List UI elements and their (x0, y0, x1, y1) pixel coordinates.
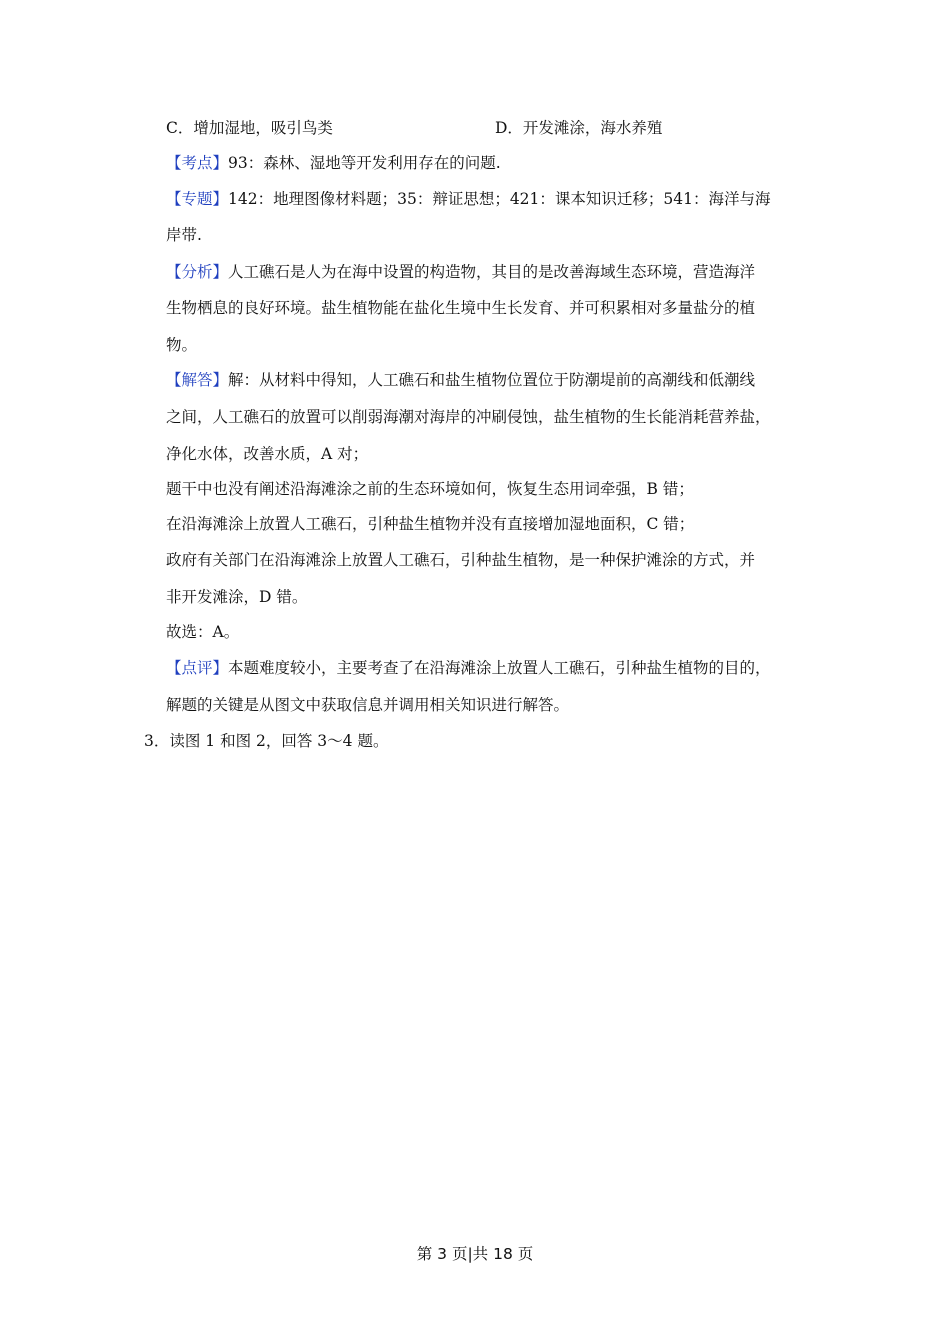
dianping-line-2: 解题的关键是从图文中获取信息并调用相关知识进行解答。 (166, 696, 570, 714)
dianping-tag: 【点评】 (166, 659, 229, 677)
zhuanti-line-2: 岸带. (166, 226, 202, 244)
jieda-line-4: 题干中也没有阐述沿海滩涂之前的生态环境如何，恢复生态用词牵强，B 错； (166, 480, 694, 498)
fenxi-tag: 【分析】 (166, 263, 229, 281)
kaodian-line (166, 153, 501, 173)
jieda-line-3: 净化水体，改善水质，A 对； (166, 445, 369, 463)
option-c: C．增加湿地，吸引鸟类 (166, 119, 333, 137)
option-d: D．开发滩涂，海水养殖 (495, 119, 663, 137)
zhuanti-text-1: 142：地理图像材料题；35：辩证思想；421：课本知识迁移；541：海洋与海 (228, 190, 771, 208)
zhuanti-line-1 (166, 189, 771, 209)
fenxi-line-2: 生物栖息的良好环境。盐生植物能在盐化生境中生长发育、并可积累相对多量盐分的植 (166, 299, 756, 317)
fenxi-line-1 (166, 262, 755, 282)
page-footer: 第 3 页|共 18 页 (416, 1245, 534, 1263)
dianping-text-1: 本题难度较小，主要考查了在沿海滩涂上放置人工礁石，引种盐生植物的目的， (228, 659, 771, 677)
fenxi-text-1: 人工礁石是人为在海中设置的构造物，其目的是改善海域生态环境，营造海洋 (228, 263, 756, 281)
fenxi-line-3: 物。 (166, 336, 198, 354)
jieda-line-2: 之间，人工礁石的放置可以削弱海潮对海岸的冲刷侵蚀，盐生植物的生长能消耗营养盐， (166, 408, 771, 426)
jieda-line-1 (166, 370, 755, 390)
dianping-line-1 (166, 658, 771, 678)
jieda-line-6: 政府有关部门在沿海滩涂上放置人工礁石，引种盐生植物，是一种保护滩涂的方式，并 (166, 551, 756, 569)
jieda-line-8: 故选：A。 (166, 623, 240, 641)
jieda-text-1: 解：从材料中得知，人工礁石和盐生植物位置位于防潮堤前的高潮线和低潮线 (228, 371, 756, 389)
jieda-tag: 【解答】 (166, 371, 229, 389)
question-3-prompt: 3．读图 1 和图 2，回答 3～4 题。 (144, 732, 389, 750)
kaodian-text: 93：森林、湿地等开发利用存在的问题. (228, 154, 501, 172)
zhuanti-tag: 【专题】 (166, 190, 229, 208)
jieda-line-5: 在沿海滩涂上放置人工礁石，引种盐生植物并没有直接增加湿地面积，C 错； (166, 515, 695, 533)
jieda-line-7: 非开发滩涂，D 错。 (166, 588, 308, 606)
kaodian-tag: 【考点】 (166, 154, 229, 172)
